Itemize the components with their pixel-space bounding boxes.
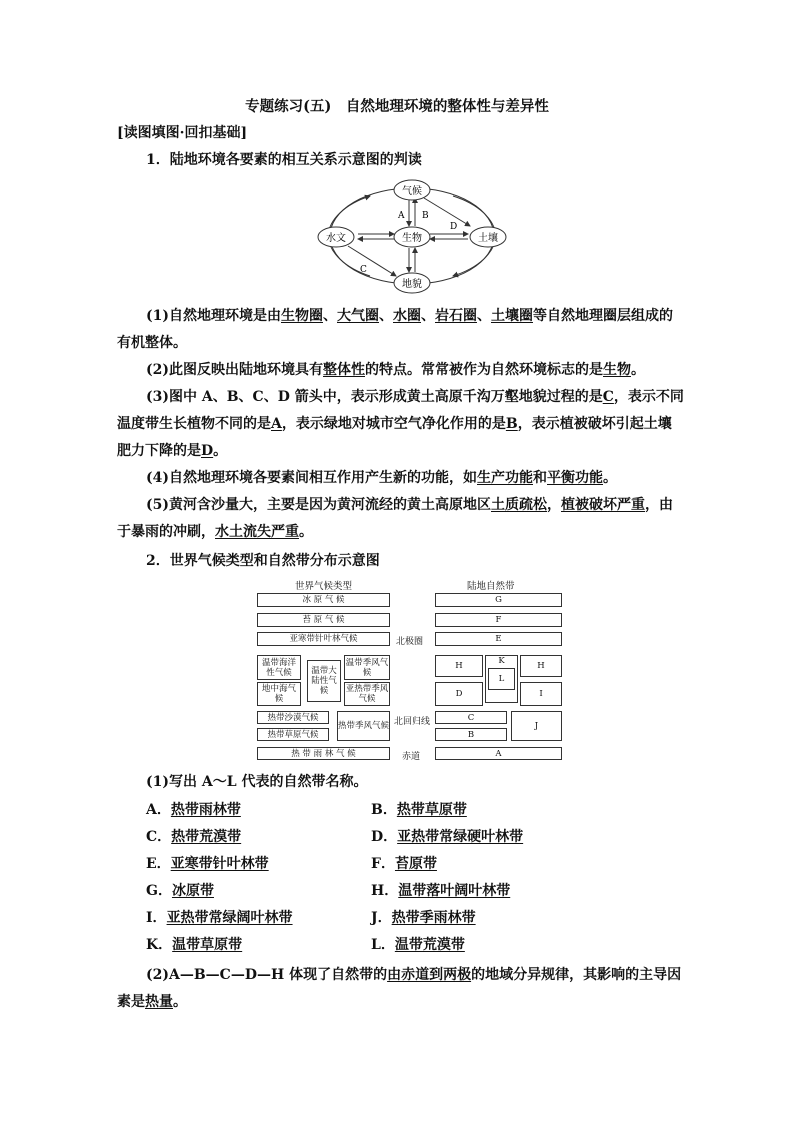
tropical-savanna-climate: 热带草原气候 bbox=[257, 728, 329, 741]
zone-d: D bbox=[435, 682, 483, 706]
climate-zone-diagram bbox=[255, 576, 570, 764]
option-c: C．热带荒漠带 bbox=[146, 829, 242, 845]
subarctic-climate: 亚寒带针叶林气候 bbox=[257, 632, 390, 646]
node-soil: 土壤 bbox=[478, 233, 498, 244]
option-i: I．亚热带常绿阔叶林带 bbox=[146, 910, 293, 926]
zone-g: G bbox=[435, 593, 562, 607]
left-header: 世界气候类型 bbox=[295, 581, 353, 592]
zone-h-right: H bbox=[520, 655, 562, 677]
temperate-continental-climate: 温带大陆性气候 bbox=[307, 660, 341, 702]
zone-j: J bbox=[511, 711, 562, 741]
tropical-monsoon-climate: 热带季风气候 bbox=[337, 711, 390, 741]
arrow-label-c: C bbox=[360, 265, 367, 275]
q1-p3-line1: (3)图中 A、B、C、D 箭头中，表示形成黄土高原千沟万壑地貌过程的是C，表示不同 bbox=[146, 389, 684, 405]
node-climate: 气候 bbox=[402, 186, 422, 197]
node-landform: 地貌 bbox=[402, 279, 422, 290]
zone-f: F bbox=[435, 613, 562, 627]
q1-p3-line3: 肥力下降的是D。 bbox=[117, 443, 228, 459]
equator-label: 赤道 bbox=[402, 752, 421, 762]
zone-h-left: H bbox=[435, 655, 483, 677]
node-biology: 生物 bbox=[402, 233, 422, 244]
zone-c: C bbox=[435, 711, 507, 724]
zone-k: K bbox=[485, 655, 518, 703]
q1-p3-line2: 温度带生长植物不同的是A，表示绿地对城市空气净化作用的是B，表示植被破坏引起土壤 bbox=[117, 416, 672, 432]
q2-p1: (1)写出 A～L 代表的自然带名称。 bbox=[146, 774, 368, 790]
zone-b: B bbox=[435, 728, 507, 741]
page-title: 专题练习(五) 自然地理环境的整体性与差异性 bbox=[245, 98, 549, 115]
arrow-label-a: A bbox=[398, 211, 405, 221]
arctic-circle-label: 北极圈 bbox=[396, 637, 424, 647]
mediterranean-climate: 地中海气候 bbox=[257, 682, 301, 706]
option-a: A．热带雨林带 bbox=[146, 802, 241, 818]
option-b: B．热带草原带 bbox=[371, 802, 467, 818]
q1-p1-line1: (1)自然地理环境是由生物圈、大气圈、水圈、岩石圈、土壤圈等自然地理圈层组成的 bbox=[146, 308, 673, 324]
ice-cap-climate: 冰 原 气 候 bbox=[257, 593, 390, 607]
option-d: D．亚热带常绿硬叶林带 bbox=[371, 829, 524, 845]
q1-p5-line2: 于暴雨的冲刷，水土流失严重。 bbox=[117, 524, 313, 540]
temperate-oceanic-climate: 温带海洋性气候 bbox=[257, 655, 301, 680]
tundra-climate: 苔 原 气 候 bbox=[257, 613, 390, 627]
node-hydrology: 水文 bbox=[326, 233, 346, 244]
tropical-rainforest-climate: 热 带 雨 林 气 候 bbox=[257, 747, 390, 760]
q1-heading: 1．陆地环境各要素的相互关系示意图的判读 bbox=[146, 152, 422, 168]
q2-heading: 2．世界气候类型和自然带分布示意图 bbox=[146, 553, 380, 569]
zone-i: I bbox=[520, 682, 562, 706]
tropic-label: 北回归线 bbox=[394, 717, 431, 727]
option-k: K．温带草原带 bbox=[146, 937, 243, 953]
arrow-label-d: D bbox=[450, 222, 458, 232]
land-elements-diagram bbox=[310, 176, 515, 296]
option-h: H．温带落叶阔叶林带 bbox=[371, 883, 511, 899]
q2-p2-line2: 素是热量。 bbox=[117, 994, 187, 1010]
option-g: G．冰原带 bbox=[146, 883, 214, 899]
option-l: L．温带荒漠带 bbox=[371, 937, 465, 953]
q1-p2: (2)此图反映出陆地环境具有整体性的特点。常常被作为自然环境标志的是生物。 bbox=[146, 362, 645, 378]
q2-p2-line1: (2)A—B—C—D—H 体现了自然带的由赤道到两极的地域分异规律，其影响的主导因 bbox=[146, 967, 682, 983]
temperate-monsoon-climate: 温带季风气候 bbox=[344, 655, 390, 680]
option-e: E．亚寒带针叶林带 bbox=[146, 856, 269, 872]
tropical-desert-climate: 热带沙漠气候 bbox=[257, 711, 329, 724]
zone-a: A bbox=[435, 747, 562, 760]
q1-p4: (4)自然地理环境各要素间相互作用产生新的功能，如生产功能和平衡功能。 bbox=[146, 470, 617, 486]
option-j: J．热带季雨林带 bbox=[371, 910, 476, 926]
q1-p5-line1: (5)黄河含沙量大，主要是因为黄河流经的黄土高原地区土质疏松，植被破坏严重，由 bbox=[146, 497, 673, 513]
zone-l: L bbox=[488, 668, 515, 690]
right-header: 陆地自然带 bbox=[467, 581, 515, 592]
arrow-label-b: B bbox=[422, 211, 429, 221]
section-label: [读图填图·回扣基础] bbox=[117, 125, 248, 141]
q1-p1-line2: 有机整体。 bbox=[117, 335, 187, 351]
option-f: F．苔原带 bbox=[371, 856, 437, 872]
zone-e: E bbox=[435, 632, 562, 646]
subtropical-monsoon-climate: 亚热带季风气候 bbox=[345, 684, 389, 704]
